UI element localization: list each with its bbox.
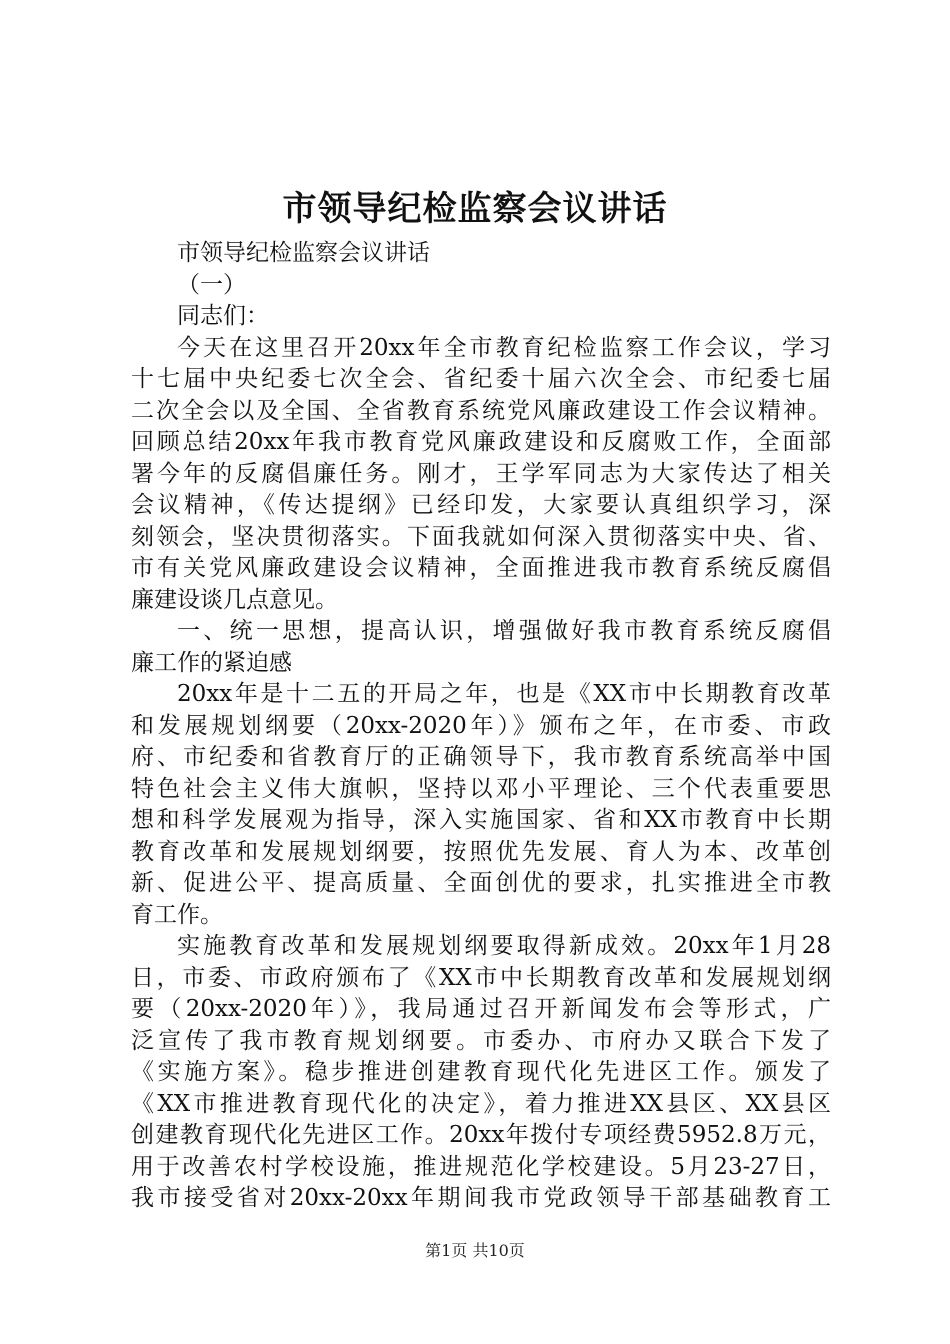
body-line: 署今年的反腐倡廉任务。刚才，王学军同志为大家传达了相关 [131, 460, 831, 487]
body-line: 想和科学发展观为指导，深入实施国家、省和XX市教育中长期 [131, 807, 831, 833]
body-line: 十七届中央纪委七次全会、省纪委十届六次全会、市纪委七届 [131, 366, 831, 392]
body-line: 和发展规划纲要（20xx-2020年）》颁布之年，在市委、市政 [131, 712, 831, 739]
body-line: 《XX市推进教育现代化的决定》，着力推进XX县区、XX县区 [131, 1090, 831, 1117]
document-title: 市领导纪检监察会议讲话 [282, 189, 668, 229]
body-line: 用于改善农村学校设施，推进规范化学校建设。5月23-27日， [131, 1153, 831, 1180]
body-line: 我市接受省对20xx-20xx年期间我市党政领导干部基础教育工 [131, 1185, 831, 1211]
body-line: 会议精神，《传达提纲》已经印发，大家要认真组织学习，深 [131, 492, 831, 518]
body-line: 泛宣传了我市教育规划纲要。市委办、市府办又联合下发了 [131, 1027, 831, 1054]
body-line: 二次全会以及全国、全省教育系统党风廉政建设工作会议精神。 [131, 397, 831, 424]
body-line: 新、促进公平、提高质量、全面创优的要求，扎实推进全市教 [131, 870, 831, 896]
body-line: 育工作。 [131, 901, 223, 928]
body-line: 一、统一思想，提高认识，增强做好我市教育系统反腐倡 [177, 618, 831, 644]
body-line: 20xx年是十二五的开局之年，也是《XX市中长期教育改革 [177, 681, 831, 707]
body-line: 特色社会主义伟大旗帜，坚持以邓小平理论、三个代表重要思 [131, 775, 831, 802]
document-body [131, 238, 831, 1215]
body-line: 回顾总结20xx年我市教育党风廉政建设和反腐败工作，全面部 [131, 429, 831, 455]
body-line: 刻领会，坚决贯彻落实。下面我就如何深入贯彻落实中央、省、 [131, 523, 831, 550]
body-line: 市有关党风廉政建设会议精神，全面推进我市教育系统反腐倡 [131, 555, 831, 581]
body-line: 廉工作的紧迫感 [131, 649, 292, 676]
body-line: 府、市纪委和省教育厅的正确领导下，我市教育系统高举中国 [131, 744, 831, 770]
page-footer: 第1页 共10页 [425, 1241, 525, 1260]
body-line: 创建教育现代化先进区工作。20xx年拨付专项经费5952.8万元， [131, 1122, 831, 1148]
body-line: 《实施方案》。稳步推进创建教育现代化先进区工作。颁发了 [131, 1059, 831, 1085]
body-line: 要（20xx-2020年）》，我局通过召开新闻发布会等形式，广 [131, 996, 831, 1022]
body-line: 廉建设谈几点意见。 [131, 586, 338, 613]
body-line: 日，市委、市政府颁布了《XX市中长期教育改革和发展规划纲 [131, 964, 831, 991]
body-line: 实施教育改革和发展规划纲要取得新成效。20xx年1月28 [177, 933, 831, 959]
body-line: 同志们： [177, 303, 269, 329]
body-line: （一） [177, 271, 246, 298]
body-line: 教育改革和发展规划纲要，按照优先发展、育人为本、改革创 [131, 838, 831, 865]
body-line: 市领导纪检监察会议讲话 [177, 240, 430, 266]
body-line: 今天在这里召开20xx年全市教育纪检监察工作会议，学习 [177, 334, 831, 361]
